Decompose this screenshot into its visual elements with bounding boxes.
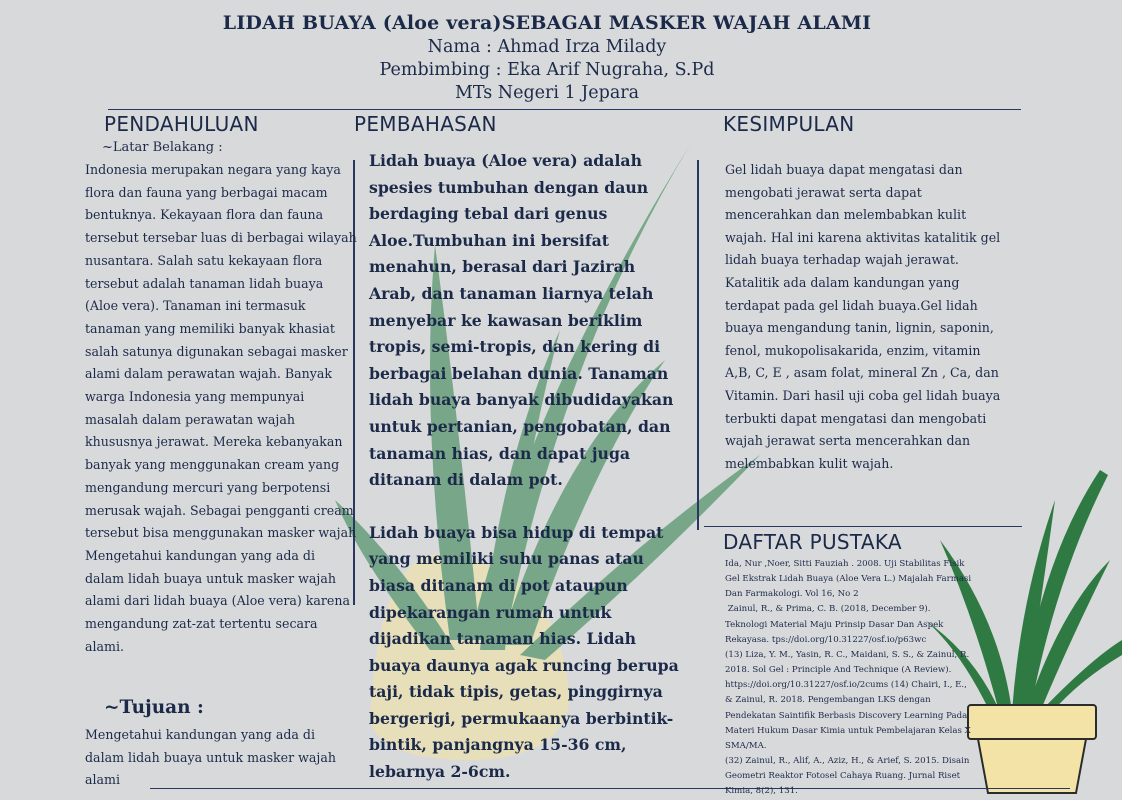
kesimpulan-text: Gel lidah buaya dapat mengatasi dan mengobati jerawat serta dapat mencerahkan dan melembabkan kulit wajah. Hal ini karena aktivitas katalitik gel lidah buaya terhadap wajah jerawat. Katalitik ada dalam kandungan yang terdapat pada gel lidah buaya.Gel lidah buaya mengandung tanin, lignin, saponin, fenol, mukopolisakarida, enzim, vitamin A,B, C, E , asam folat, mineral Zn , Ca, dan Vitamin. Dari hasil uji coba gel lidah buaya terbukti dapat mengatasi dan mengobati wajah jerawat serta mencerahkan dan melembabkan kulit wajah.	[725, 162, 1001, 471]
kesimpulan-divider	[704, 526, 1022, 527]
pembahasan-paragraph-1: Lidah buaya (Aloe vera) adalah spesies tumbuhan dengan daun berdaging tebal dari genus Aloe.Tumbuhan ini bersifat menahun, berasal dari Jazirah Arab, dan tanaman liarnya telah menyebar ke kawasan beriklim tropis, semi-tropis, dan kering di berbagai belahan dunia. Tanaman lidah buaya banyak dibudidayakan untuk pertanian, pengobatan, dan tanaman hias, dan dapat juga ditanam di dalam pot.	[369, 151, 674, 490]
pembahasan-paragraph-2: Lidah buaya bisa hidup di tempat yang memiliki suhu panas atau biasa ditanam di pot ataupun dipekarangan rumah untuk dijadikan tanaman hias. Lidah buaya daunya agak runcing berupa taji, tidak tipis, getas, pinggirnya bergerigi, permukaanya berbintik-bintik, panjangnya 15-36 cm, lebarnya 2-6cm.	[369, 522, 679, 782]
pembahasan-text	[369, 148, 687, 786]
poster-header	[0, 10, 1094, 105]
latar-belakang-label: ~Latar Belakang :	[102, 140, 223, 155]
poster-title: LIDAH BUAYA (Aloe vera)SEBAGAI MASKER WAJAH ALAMI	[222, 12, 872, 34]
header-divider	[108, 109, 1021, 110]
latar-belakang-text: Indonesia merupakan negara yang kaya flora dan fauna yang berbagai macam bentuknya. Kekayaan flora dan fauna tersebut tersebar luas di berbagai wilayah nusantara. Salah satu kekayaan flora tersebut adalah tanaman lidah buaya (Aloe vera). Tanaman ini termasuk tanaman yang memiliki banyak khasiat salah satunya digunakan sebagai masker alami dalam perawatan wajah. Banyak warga Indonesia yang mempunyai masalah dalam perawatan wajah khususnya jerawat. Mereka kebanyakan banyak yang menggunakan cream yang mengandung mercuri yang berpotensi merusak wajah. Sebagai pengganti cream tersebut bisa menggunakan masker wajah Mengetahui kandungan yang ada di dalam lidah buaya untuk masker wajah alami dari lidah buaya (Aloe vera) karena mengandung zat-zat tertentu secara alami.	[85, 162, 357, 654]
daftar-pustaka-text	[725, 557, 973, 797]
daftar-pustaka-heading: DAFTAR PUSTAKA	[723, 530, 902, 554]
pembahasan-heading: PEMBAHASAN	[354, 112, 497, 136]
reference-list: Ida, Nur ,Noer, Sitti Fauziah . 2008. Uji Stabilitas Fisik Gel Ekstrak Lidah Buaya (Aloe Vera L.) Majalah Farmasi Dan Farmakologi. Vol 16, No 2 Zainul, R., & Prima, C. B. (2018, December 9). Teknologi Material Maju Prinsip Dasar Dan Aspek Rekayasa. tps://doi.org/10.31227/osf.io/p63wc (13) Liza, Y. M., Yasin, R. C., Maidani, S. S., & Zainul, R. 2018. Sol Gel : Principle And Technique (A Review). https://doi.org/10.31227/osf.io/2cums (14) Chairi, I., E., & Zainul, R. 2018. Pengembangan LKS dengan Pendekatan Saintifik Berbasis Discovery Learning Pada Materi Hukum Dasar Kimia untuk Pembelajaran Kelas X SMA/MA. (32) Zainul, R., Alif, A., Aziz, H., & Arief, S. 2015. Disain Geometri Reaktor Fotosel Cahaya Ruang. Jurnal Riset Kimia, 8(2), 131.	[725, 559, 972, 797]
right-column-divider	[697, 160, 699, 530]
author-name: Nama : Ahmad Irza Milady	[427, 37, 667, 57]
advisor-name: Pembimbing : Eka Arif Nugraha, S.Pd	[379, 60, 715, 80]
school-name: MTs Negeri 1 Jepara	[454, 83, 640, 103]
pendahuluan-heading: PENDAHULUAN	[104, 112, 259, 136]
kesimpulan-heading: KESIMPULAN	[723, 112, 855, 136]
tujuan-text: Mengetahui kandungan yang ada di dalam lidah buaya untuk masker wajah alami	[85, 727, 336, 788]
tujuan-label: ~Tujuan :	[104, 697, 204, 718]
